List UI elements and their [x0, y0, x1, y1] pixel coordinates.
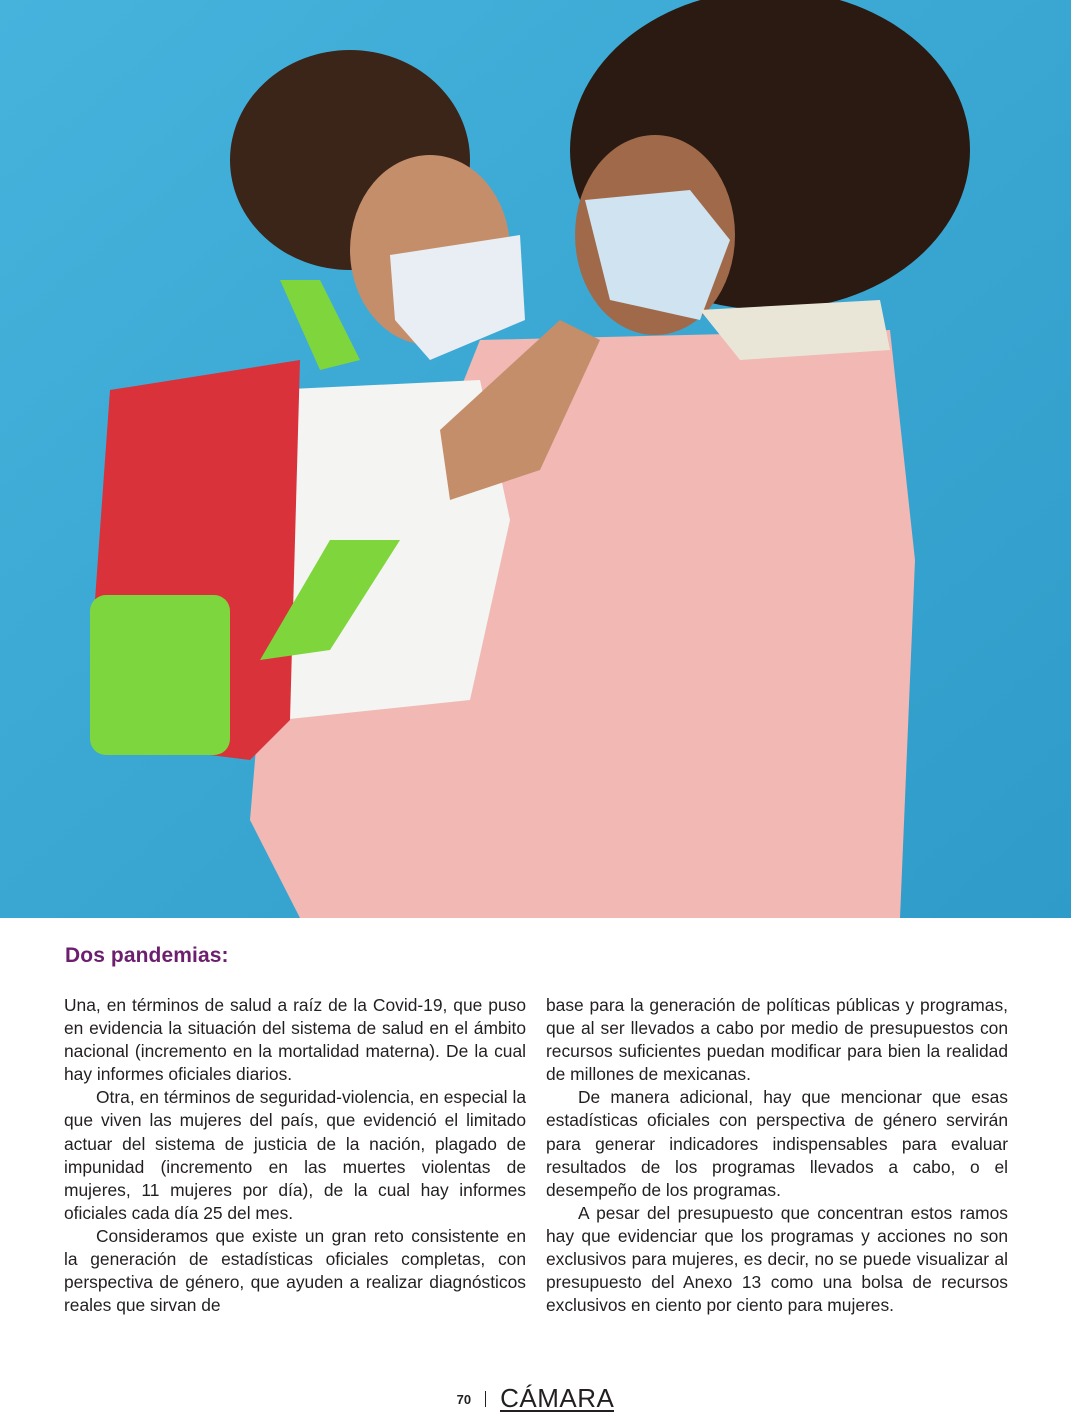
paragraph: Otra, en términos de seguridad-violencia, en especial la que viven las mujeres del país, que evidenció el limitado actuar del sistema de justicia de la nación, plagado de impunidad (incremento en las muertes violentas de mujeres, 11 mujeres por día), de la cual hay informes oficiales cada día 25 del mes.: [64, 1087, 526, 1223]
paragraph: base para la generación de políticas públicas y programas, que al ser llevados a cabo por medio de presupuestos con recursos suficientes puedan modificar para bien la realidad de millones de mexicanas.: [546, 995, 1008, 1085]
article-left-column: [64, 994, 526, 1317]
article-right-column: [546, 994, 1008, 1317]
paragraph: De manera adicional, hay que mencionar que esas estadísticas oficiales con perspectiva de género servirán para generar indicadores indispensables para evaluar resultados de los programas llevados a cabo, o el desempeño de los programas.: [546, 1087, 1008, 1200]
brand-logo: CÁMARA: [500, 1383, 615, 1413]
article-body: [64, 994, 1008, 1317]
footer-divider: [485, 1391, 486, 1407]
paragraph: A pesar del presupuesto que concentran estos ramos hay que evidenciar que los programas y acciones no son exclusivos para mujeres, es decir, no se puede visualizar al presupuesto del Anexo 13 como una bolsa de recursos exclusivos en ciento por ciento para mujeres.: [546, 1202, 1008, 1316]
paragraph: Consideramos que existe un gran reto consistente en la generación de estadísticas oficiales completas, con perspectiva de género, que ayuden a realizar diagnósticos reales que sirvan de: [64, 1225, 526, 1316]
paragraph: Una, en términos de salud a raíz de la Covid-19, que puso en evidencia la situación del sistema de salud en el ámbito nacional (incremento en la mortalidad materna). De la cual hay informes oficiales diarios.: [64, 995, 526, 1085]
page-number: 70: [456, 1391, 472, 1407]
section-heading: Dos pandemias:: [65, 944, 229, 967]
page-footer: [0, 1383, 1071, 1413]
